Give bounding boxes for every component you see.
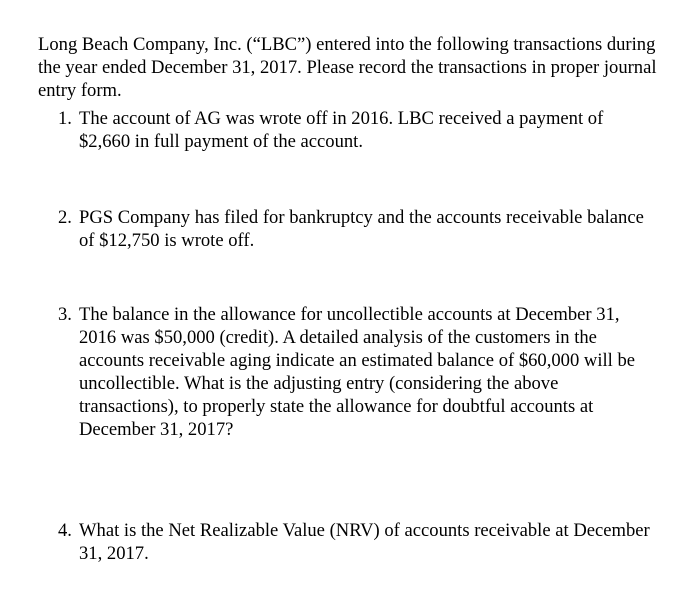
question-4 <box>58 519 658 565</box>
question-3-number: 3. <box>58 304 72 325</box>
question-2 <box>58 206 658 252</box>
question-1 <box>58 107 658 153</box>
intro-paragraph: Long Beach Company, Inc. (“LBC”) entered into the following transactions during the year ended December 31, 2017. Please record the transactions in proper journal entry form. <box>38 34 657 101</box>
question-4-text: What is the Net Realizable Value (NRV) of accounts receivable at December 31, 2017. <box>79 520 650 564</box>
question-3 <box>58 303 658 441</box>
question-1-number: 1. <box>58 108 72 129</box>
question-1-text: The account of AG was wrote off in 2016. LBC received a payment of $2,660 in full payment of the account. <box>79 108 604 152</box>
question-2-text: PGS Company has filed for bankruptcy and the accounts receivable balance of $12,750 is wrote off. <box>79 207 644 251</box>
question-3-text: The balance in the allowance for uncollectible accounts at December 31, 2016 was $50,000 (credit). A detailed analysis of the customers in the accounts receivable aging indicate an estimated balance of $60,000 will be uncollectible. What is the adjusting entry (considering the above transactions), to properly state the allowance for doubtful accounts at December 31, 2017? <box>79 304 636 440</box>
question-4-number: 4. <box>58 520 72 541</box>
question-2-number: 2. <box>58 207 72 228</box>
